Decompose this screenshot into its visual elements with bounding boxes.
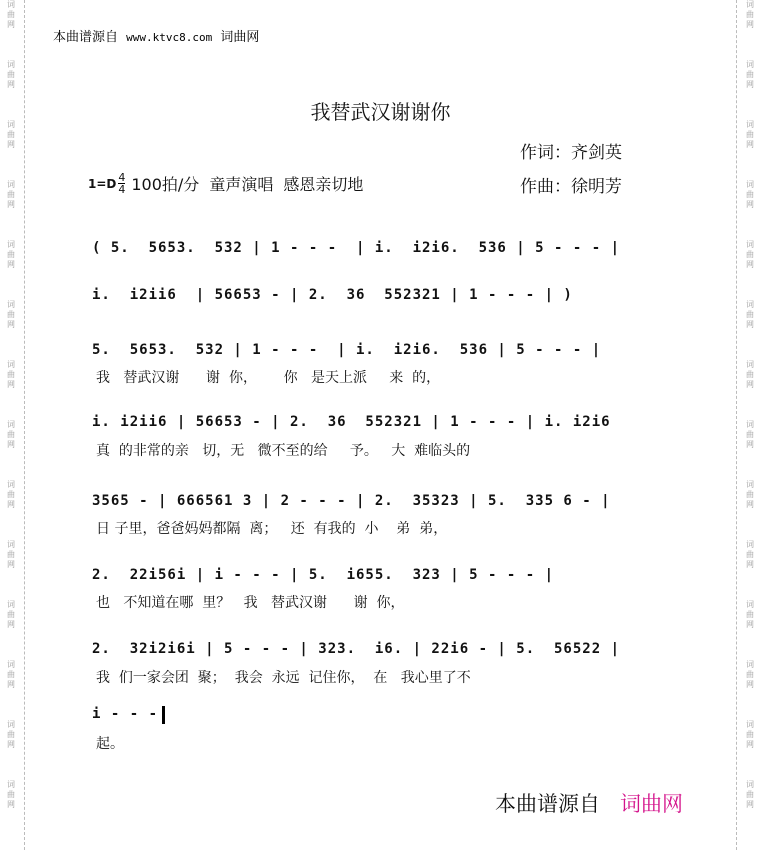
score-line-3: 5. 5653. 532 | 1 - - - | i. i2i6. 536 | 5 - - - | [92, 342, 602, 358]
tempo: 100拍/分 [131, 175, 200, 194]
page-header [53, 26, 259, 45]
composer-credit: 作曲：徐明芳 [520, 177, 622, 197]
watermark-glyphs: 词 曲 网 [746, 420, 754, 449]
lyric-line-7: 我 们一家会团 聚； 我会 永远 记住你， 在 我心里了不 [96, 670, 471, 686]
lyric-line-4: 真 的非常的亲 切，无 微不至的给 予。 大 难临头的 [96, 443, 471, 459]
right-border [736, 0, 737, 850]
song-title: 我替武汉谢谢你 [310, 100, 451, 124]
watermark-glyphs: 词 曲 网 [746, 240, 754, 269]
left-border [24, 0, 25, 850]
watermark-glyphs: 词 曲 网 [746, 780, 754, 809]
watermark-glyphs: 词 曲 网 [7, 240, 15, 269]
footer-source: 本曲谱源自 [495, 792, 600, 816]
lyric-line-8: 起。 [96, 736, 124, 752]
watermark-glyphs: 词 曲 网 [7, 480, 15, 509]
watermark-glyphs: 词 曲 网 [746, 480, 754, 509]
score-line-2: i. i2ii6 | 56653 - | 2. 36 552321 | 1 - - - | ) [92, 287, 573, 303]
watermark-glyphs: 词 曲 网 [7, 0, 15, 29]
watermark-glyphs: 词 曲 网 [7, 780, 15, 809]
watermark-glyphs: 词 曲 网 [746, 60, 754, 89]
header-site-link[interactable]: www.ktvc8.com [126, 31, 213, 44]
lyric-line-5: 日 子里，爸爸妈妈都隔 离； 还 有我的 小 弟 弟， [96, 521, 448, 537]
header-source: 本曲谱源自 [53, 30, 119, 45]
score-line-7: 2. 32i2i6i | 5 - - - | 323. i6. | 22i6 - | 5. 56522 | [92, 641, 621, 657]
watermark-glyphs: 词 曲 网 [746, 720, 754, 749]
watermark-glyphs: 词 曲 网 [7, 420, 15, 449]
style-marking: 感恩亲切地 [283, 175, 364, 194]
watermark-glyphs: 词 曲 网 [746, 0, 754, 29]
watermark-glyphs: 词 曲 网 [746, 660, 754, 689]
watermark-left [4, 0, 18, 840]
time-signature [118, 172, 125, 195]
watermark-glyphs: 词 曲 网 [7, 360, 15, 389]
watermark-glyphs: 词 曲 网 [7, 600, 15, 629]
watermark-glyphs: 词 曲 网 [7, 180, 15, 209]
watermark-glyphs: 词 曲 网 [7, 120, 15, 149]
score-line-6: 2. 22i56i | i - - - | 5. i655. 323 | 5 - - - | [92, 567, 555, 583]
watermark-glyphs: 词 曲 网 [7, 720, 15, 749]
watermark-glyphs: 词 曲 网 [746, 300, 754, 329]
watermark-glyphs: 词 曲 网 [746, 600, 754, 629]
time-bottom: 4 [118, 183, 126, 196]
watermark-glyphs: 词 曲 网 [7, 300, 15, 329]
score-line-8: i - - - [92, 706, 159, 722]
watermark-glyphs: 词 曲 网 [7, 660, 15, 689]
footer-brand[interactable]: 词曲网 [620, 792, 683, 816]
watermark-glyphs: 词 曲 网 [746, 360, 754, 389]
score-line-4: i. i2ii6 | 56653 - | 2. 36 552321 | 1 - - - | i. i2i6 [92, 414, 611, 430]
watermark-glyphs: 词 曲 网 [746, 540, 754, 569]
watermark-glyphs: 词 曲 网 [7, 60, 15, 89]
score-line-5: 3565 - | 666561 3 | 2 - - - | 2. 35323 | 5. 335 6 - | [92, 493, 611, 509]
watermark-right [743, 0, 757, 840]
key-signature: 1=D [88, 176, 117, 191]
lyricist-credit: 作词：齐剑英 [520, 143, 622, 163]
score-line-1: ( 5. 5653. 532 | 1 - - - | i. i2i6. 536 | 5 - - - | [92, 240, 621, 256]
performance: 童声演唱 [209, 175, 274, 194]
lyric-line-6: 也 不知道在哪 里？ 我 替武汉谢 谢 你， [96, 595, 405, 611]
time-top: 4 [118, 171, 126, 184]
page-footer [495, 788, 683, 818]
lyric-line-3: 我 替武汉谢 谢 你， 你 是天上派 来 的， [96, 370, 441, 386]
final-barline [162, 706, 165, 724]
watermark-glyphs: 词 曲 网 [746, 180, 754, 209]
watermark-glyphs: 词 曲 网 [7, 540, 15, 569]
header-brand: 词曲网 [220, 30, 260, 45]
watermark-glyphs: 词 曲 网 [746, 120, 754, 149]
song-meta [88, 172, 363, 195]
